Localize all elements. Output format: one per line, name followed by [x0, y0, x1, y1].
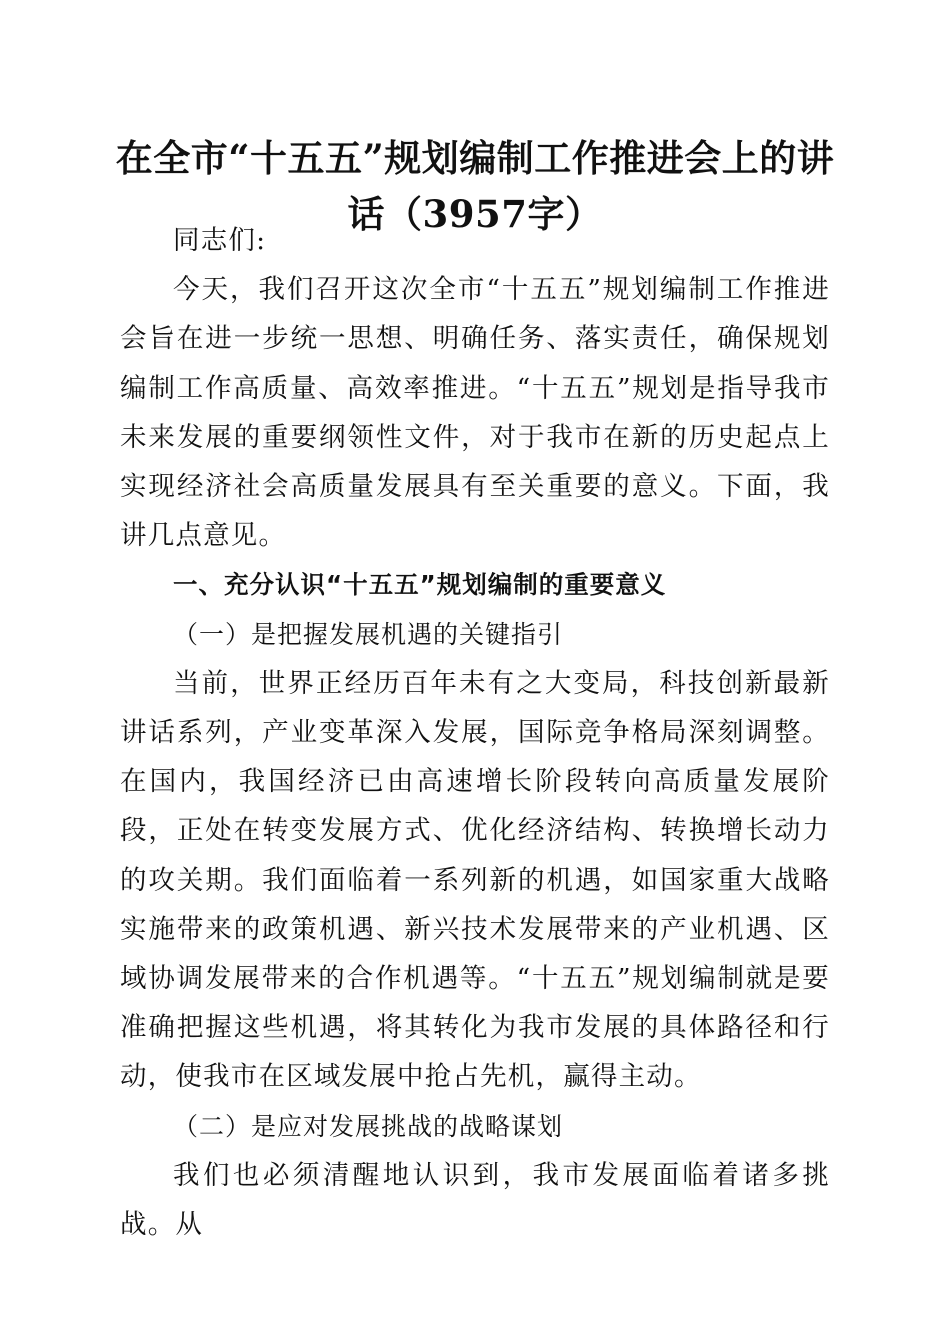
- subsection-2-paragraph: 我们也必须清醒地认识到，我市发展面临着诸多挑战。从: [120, 1159, 830, 1241]
- subsection-2-heading: （二）是应对发展挑战的战略谋划: [173, 1111, 564, 1141]
- intro-paragraph: 今天，我们召开这次全市“十五五”规划编制工作推进会旨在进一步统一思想、明确任务、落实责任，确保规划编制工作高质量、高效率推进。“十五五”规划是指导我市未来发展的重要纲领性文件，对于我市在新的历史起点上实现经济社会高质量发展具有至关重要的意义。下面，我讲几点意见。: [120, 274, 830, 552]
- section-1-heading: 一、充分认识“十五五”规划编制的重要意义: [173, 570, 667, 600]
- title-line-1: 在全市“十五五”规划编制工作推进会上的讲: [115, 136, 835, 180]
- subsection-1-heading: （一）是把握发展机遇的关键指引: [173, 619, 564, 649]
- greeting: 同志们:: [173, 225, 267, 256]
- title-line-2: 话（3957字）: [347, 192, 603, 236]
- document-body: [120, 216, 830, 1249]
- subsection-1-paragraph: 当前，世界正经历百年未有之大变局，科技创新最新讲话系列，产业变革深入发展，国际竞争格局深刻调整。在国内，我国经济已由高速增长阶段转向高质量发展阶段，正处在转变发展方式、优化经济结构、转换增长动力的攻关期。我们面临着一系列新的机遇，如国家重大战略实施带来的政策机遇、新兴技术发展带来的产业机遇、区域协调发展带来的合作机遇等。“十五五”规划编制就是要准确把握这些机遇，将其转化为我市发展的具体路径和行动，使我市在区域发展中抢占先机，赢得主动。: [120, 667, 830, 1093]
